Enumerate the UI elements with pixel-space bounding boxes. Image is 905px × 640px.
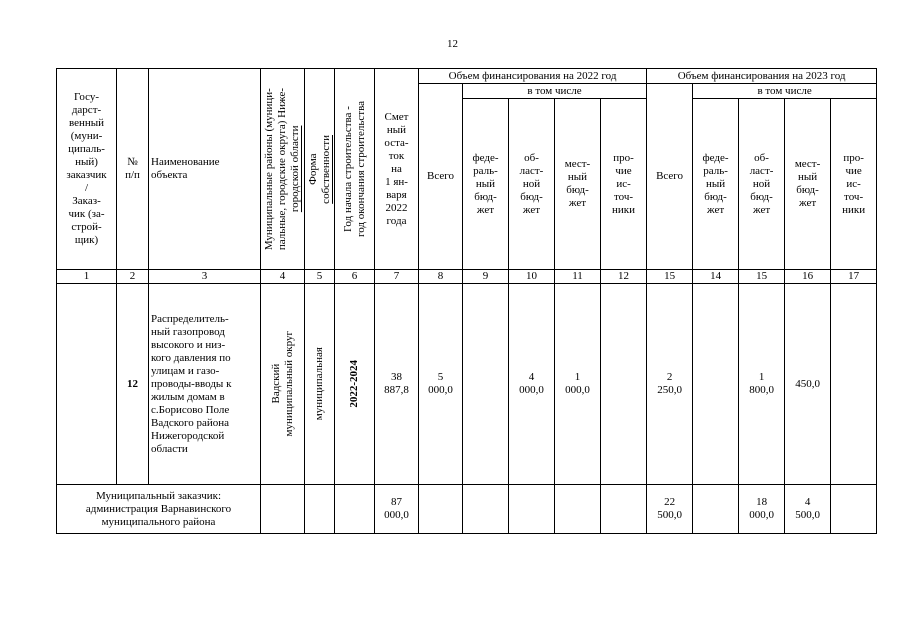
total-empty	[261, 485, 305, 534]
table-row	[57, 284, 877, 485]
total-label: Муниципальный заказчик: администрация Варнавинского муниципального района	[57, 485, 261, 534]
header-name: Наименование объекта	[149, 69, 261, 270]
page-number: 12	[447, 38, 458, 50]
column-number: 3	[149, 270, 261, 284]
column-number: 6	[335, 270, 375, 284]
total-2022-total	[419, 485, 463, 534]
total-2023-local: 4 500,0	[785, 485, 831, 534]
header-municipality-line1: Муниципальные районы (муници-	[263, 88, 275, 250]
cell-2023-regional: 1 800,0	[739, 284, 785, 485]
header-2022-regional: об- ласт- ной бюд- жет	[509, 99, 555, 270]
header-years	[335, 69, 375, 270]
total-estimate: 87 000,0	[375, 485, 419, 534]
header-years-line2: год окончания строительства	[354, 101, 367, 237]
cell-2023-other	[831, 284, 877, 485]
column-number: 17	[831, 270, 877, 284]
header-fin-2023: Объем финансирования на 2023 год	[647, 69, 877, 84]
total-2022-federal	[463, 485, 509, 534]
column-number: 15	[647, 270, 693, 284]
column-number: 1	[57, 270, 117, 284]
total-2023-regional: 18 000,0	[739, 485, 785, 534]
financing-table	[56, 68, 877, 534]
header-fin-2022: Объем финансирования на 2022 год	[419, 69, 647, 84]
header-2022-other: про- чие ис- точ- ники	[601, 99, 647, 270]
column-number: 2	[117, 270, 149, 284]
cell-ownership	[305, 284, 335, 485]
header-2022-federal: феде- раль- ный бюд- жет	[463, 99, 509, 270]
header-2023-local: мест- ный бюд- жет	[785, 99, 831, 270]
total-2022-local	[555, 485, 601, 534]
column-number: 10	[509, 270, 555, 284]
header-2023-including: в том числе	[693, 84, 877, 99]
header-years-line1: Год начала строительства -	[341, 106, 354, 232]
header-2023-total: Всего	[647, 84, 693, 270]
total-2023-total: 22 500,0	[647, 485, 693, 534]
header-customer: Госу- дарст- венный (муни- ципаль- ный) заказчик / Заказ- чик (за- строй- щик)	[57, 69, 117, 270]
cell-2023-federal	[693, 284, 739, 485]
total-2022-regional	[509, 485, 555, 534]
total-2023-other	[831, 485, 877, 534]
cell-object-name: Распределитель- ный газопровод высокого и низ- кого давления по улицам и газо- проводы-вводы к жилым домам в с.Борисово Поле Вадского района Нижегородской области	[149, 284, 261, 485]
cell-estimate: 38 887,8	[375, 284, 419, 485]
total-empty	[305, 485, 335, 534]
header-estimate: Смет ный оста- ток на 1 ян- варя 2022 года	[375, 69, 419, 270]
cell-municipality-text: Вадский муниципальный округ	[269, 331, 295, 437]
header-2022-total: Всего	[419, 84, 463, 270]
cell-2022-federal	[463, 284, 509, 485]
cell-number: 12	[117, 284, 149, 485]
header-row-1	[57, 69, 877, 84]
column-number: 16	[785, 270, 831, 284]
column-number: 5	[305, 270, 335, 284]
header-2022-including: в том числе	[463, 84, 647, 99]
column-number: 14	[693, 270, 739, 284]
column-number: 4	[261, 270, 305, 284]
column-number: 8	[419, 270, 463, 284]
total-2022-other	[601, 485, 647, 534]
header-ownership	[305, 69, 335, 270]
cell-customer	[57, 284, 117, 485]
cell-2022-regional: 4 000,0	[509, 284, 555, 485]
cell-municipality	[261, 284, 305, 485]
cell-ownership-text: муниципальная	[313, 347, 325, 421]
header-2023-federal: феде- раль- ный бюд- жет	[693, 99, 739, 270]
total-2023-federal	[693, 485, 739, 534]
cell-2023-total: 2 250,0	[647, 284, 693, 485]
header-2023-other: про- чие ис- точ- ники	[831, 99, 877, 270]
total-empty	[335, 485, 375, 534]
total-row	[57, 485, 877, 534]
header-2023-regional: об- ласт- ной бюд- жет	[739, 99, 785, 270]
header-municipality-line3: городской области	[289, 125, 301, 213]
column-number: 12	[601, 270, 647, 284]
column-numbers-row	[57, 270, 877, 284]
column-number: 7	[375, 270, 419, 284]
header-ownership-line1: Форма	[306, 153, 319, 185]
header-2022-local: мест- ный бюд- жет	[555, 99, 601, 270]
header-ownership-line2: собственности	[319, 134, 332, 204]
cell-years	[335, 284, 375, 485]
column-number: 15	[739, 270, 785, 284]
column-number: 9	[463, 270, 509, 284]
cell-2022-total: 5 000,0	[419, 284, 463, 485]
header-municipality-line2: пальные, городские округа) Ниже-	[276, 87, 288, 251]
header-number: № п/п	[117, 69, 149, 270]
header-municipality	[261, 69, 305, 270]
cell-2022-other	[601, 284, 647, 485]
cell-years-text: 2022-2024	[348, 360, 360, 408]
cell-2023-local: 450,0	[785, 284, 831, 485]
column-number: 11	[555, 270, 601, 284]
cell-2022-local: 1 000,0	[555, 284, 601, 485]
